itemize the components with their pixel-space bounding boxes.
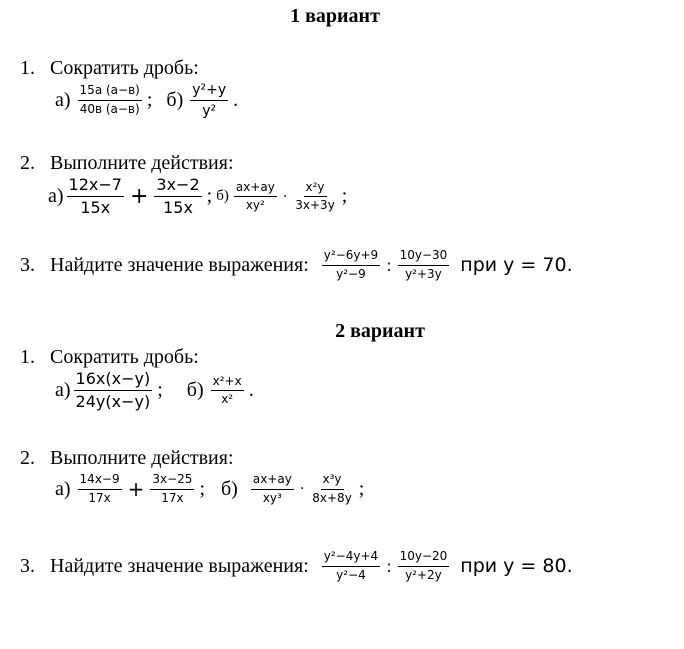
- v1-task-2: [20, 152, 234, 175]
- period: .: [233, 89, 239, 112]
- part-label-a: а): [48, 185, 64, 208]
- v1-task-1-parts: [55, 82, 240, 119]
- numerator: 12x−7: [67, 176, 124, 197]
- numerator: y²−4y+4: [322, 550, 380, 567]
- denominator: 15x: [163, 198, 193, 218]
- numerator: 10y−30: [398, 249, 450, 266]
- numerator: 3x−25: [150, 473, 194, 490]
- task-text: Выполните действия:: [50, 447, 234, 469]
- numerator: y²+y: [190, 82, 228, 101]
- v1-task-2-parts: [48, 176, 349, 218]
- numerator: x²+x: [211, 375, 244, 392]
- variant-1-title: 1 вариант: [290, 5, 380, 27]
- separator: ;: [206, 185, 213, 208]
- separator: ;: [358, 477, 365, 500]
- v1-task-1: [20, 57, 199, 80]
- denominator: 40в (a−в): [79, 102, 140, 117]
- variant-2-title: 2 вариант: [335, 320, 425, 342]
- task-number: 1.: [20, 57, 35, 79]
- fraction: [251, 473, 294, 506]
- fraction: [154, 176, 201, 218]
- fraction: [190, 82, 228, 119]
- fraction: [293, 181, 337, 214]
- task-number: 2.: [20, 152, 35, 174]
- numerator: ax+ay: [251, 473, 294, 490]
- fraction: [74, 370, 153, 412]
- plus-operator: +: [127, 477, 145, 502]
- v2-task-3: [20, 550, 573, 583]
- divide-operator: :: [386, 556, 392, 576]
- dot-operator: ·: [282, 188, 288, 205]
- numerator: 16x(x−y): [74, 370, 153, 391]
- denominator: 17x: [88, 490, 111, 505]
- numerator: ax+ay: [234, 181, 277, 198]
- task-number: 2.: [20, 447, 35, 469]
- period: .: [248, 379, 254, 402]
- fraction: [234, 181, 277, 214]
- plus-operator: +: [129, 184, 149, 210]
- part-label-b: б): [216, 188, 229, 205]
- denominator: 8x+8y: [312, 490, 352, 505]
- separator: ;: [146, 89, 153, 112]
- denominator: y²+2y: [405, 567, 442, 582]
- fraction: [67, 176, 124, 218]
- denominator: y²−9: [336, 266, 366, 281]
- fraction: [150, 473, 194, 506]
- denominator: y²+3y: [405, 266, 442, 281]
- denominator: 24y(x−y): [75, 392, 151, 412]
- dot-operator: ·: [299, 481, 305, 498]
- numerator: 10y−20: [398, 550, 450, 567]
- task-number: 3.: [20, 253, 35, 276]
- fraction: [211, 375, 244, 408]
- fraction: [398, 249, 450, 282]
- divide-operator: :: [386, 255, 392, 275]
- separator: ;: [341, 185, 348, 208]
- denominator: 15x: [80, 198, 111, 218]
- denominator: xy³: [262, 490, 282, 505]
- numerator: x³y: [321, 473, 344, 490]
- condition: при y = 80.: [460, 555, 573, 578]
- task-text: Выполните действия:: [50, 152, 234, 174]
- separator: ;: [199, 477, 205, 500]
- separator: ;: [157, 379, 163, 402]
- numerator: 15a (a−в): [78, 84, 142, 101]
- denominator: y²: [202, 103, 217, 120]
- fraction: [398, 550, 450, 583]
- part-label-b: б): [186, 379, 204, 402]
- v2-task-1-parts: [55, 370, 256, 412]
- denominator: x²: [221, 392, 234, 407]
- fraction: [322, 249, 380, 282]
- fraction: [78, 84, 142, 117]
- numerator: 3x−2: [154, 176, 201, 197]
- denominator: y²−4: [336, 567, 366, 582]
- task-text: Найдите значение выражения:: [50, 554, 309, 577]
- task-number: 1.: [20, 346, 35, 368]
- part-label-a: а): [55, 89, 71, 112]
- numerator: 14x−9: [78, 473, 122, 490]
- fraction: [78, 473, 122, 506]
- part-label-a: а): [55, 379, 71, 402]
- denominator: 17x: [161, 490, 184, 505]
- part-label-b: б): [221, 477, 238, 500]
- fraction: [322, 550, 380, 583]
- fraction: [310, 473, 354, 506]
- denominator: xy²: [245, 198, 265, 213]
- task-text: Сократить дробь:: [50, 346, 199, 368]
- part-label-b: б): [166, 89, 184, 112]
- v2-task-1: [20, 346, 199, 369]
- v2-task-2-parts: [55, 473, 366, 506]
- v1-task-3: [20, 249, 573, 282]
- v2-task-2: [20, 447, 234, 470]
- denominator: 3x+3y: [295, 198, 335, 213]
- part-label-a: а): [55, 477, 71, 500]
- task-text: Сократить дробь:: [50, 57, 199, 79]
- numerator: x²y: [304, 181, 327, 198]
- numerator: y²−6y+9: [322, 249, 380, 266]
- condition: при y = 70.: [460, 254, 573, 277]
- task-text: Найдите значение выражения:: [50, 253, 309, 276]
- task-number: 3.: [20, 554, 35, 577]
